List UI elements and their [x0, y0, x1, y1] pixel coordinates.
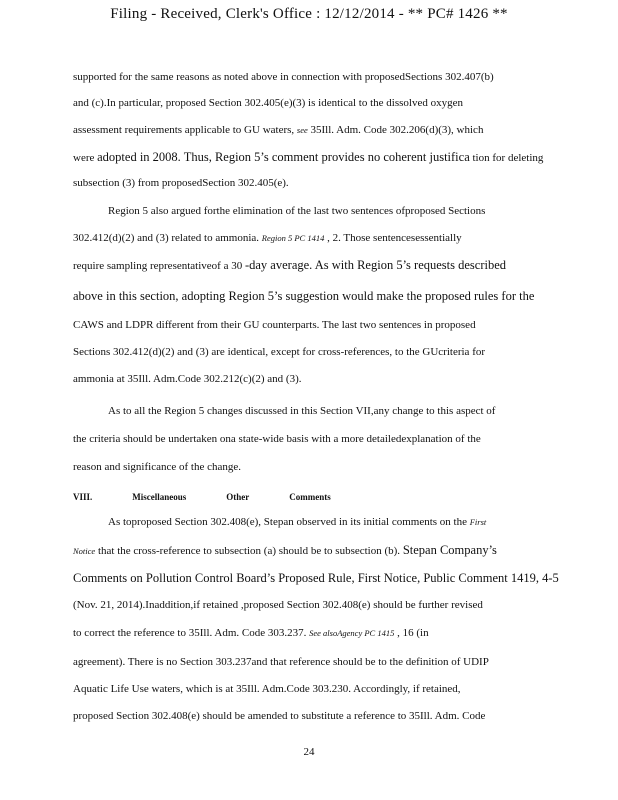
p4-line-5-cite: See alsoAgency PC 1415	[309, 628, 395, 638]
p2-line-3-a: require sampling representativeof a 30	[73, 260, 245, 272]
p4-line-5-b: , 16 (in	[394, 627, 429, 639]
p3-line-3: reason and significance of the change.	[73, 461, 241, 473]
p2-line-5: CAWS and LDPR different from their GU counterparts. The last two sentences in proposed	[73, 319, 476, 331]
section-word-3: Comments	[289, 492, 331, 502]
p1-line-4-a: were	[73, 152, 98, 164]
p4-line-2-a: that the cross-reference to subsection (a) should be to subsection (b).	[95, 545, 403, 557]
p4-line-6: agreement). There is no Section 303.237and that reference should be to the definition of UDIP	[73, 656, 489, 668]
p1-line-3	[73, 124, 531, 142]
section-heading	[73, 492, 331, 502]
section-word-2: Other	[226, 492, 250, 502]
p4-line-1-first: First	[469, 517, 487, 527]
p2-line-2-cite: Region 5 PC 1414	[261, 233, 325, 243]
p4-line-2	[73, 543, 531, 561]
p1-line-3-b: 35Ill. Adm. Code 302.206(d)(3), which	[307, 124, 484, 136]
p4-line-2-notice: Notice	[73, 546, 96, 556]
p1-line-1: supported for the same reasons as noted above in connection with proposedSections 302.407(b)	[73, 71, 494, 83]
p1-line-4-b: adopted in 2008. Thus, Region 5’s comment provides no coherent justifica	[97, 150, 470, 164]
section-number: VIII.	[73, 492, 93, 502]
p4-line-8: proposed Section 302.408(e) should be amended to substitute a reference to 35Ill. Adm. Code	[73, 710, 486, 722]
p4-line-7: Aquatic Life Use waters, which is at 35Ill. Adm.Code 303.230. Accordingly, if retained,	[73, 683, 461, 695]
filing-header: Filing - Received, Clerk's Office : 12/12/2014 - ** PC# 1426 **	[110, 6, 508, 22]
p3-line-2: the criteria should be undertaken ona state-wide basis with a more detailedexplanation of the	[73, 433, 481, 445]
p2-line-4: above in this section, adopting Region 5’s suggestion would make the proposed rules for the	[73, 289, 535, 303]
p2-line-1: Region 5 also argued forthe elimination of the last two sentences ofproposed Sections	[108, 205, 486, 217]
p4-line-4: (Nov. 21, 2014).Inaddition,if retained ,proposed Section 302.408(e) should be further revised	[73, 599, 483, 611]
p4-line-5	[73, 627, 531, 645]
p1-line-4-c: tion for deleting	[469, 152, 544, 164]
p1-line-2: and (c).In particular, proposed Section 302.405(e)(3) is identical to the dissolved oxygen	[73, 97, 463, 109]
p3-line-1: As to all the Region 5 changes discussed in this Section VII,any change to this aspect of	[108, 405, 496, 417]
p4-line-3: Comments on Pollution Control Board’s Proposed Rule, First Notice, Public Comment 1419, 4-5	[73, 571, 559, 585]
section-word-1: Miscellaneous	[132, 492, 187, 502]
p4-line-1-a: As toproposed Section 302.408(e), Stepan observed in its initial comments on the	[108, 516, 470, 528]
p4-line-2-b: Stepan Company’s	[402, 543, 497, 557]
p2-line-2-b: , 2. Those sentencesessentially	[324, 232, 462, 244]
p2-line-2-a: 302.412(d)(2) and (3) related to ammonia.	[73, 232, 262, 244]
p1-line-5: subsection (3) from proposedSection 302.405(e).	[73, 177, 289, 189]
p1-line-4	[73, 150, 544, 168]
p2-line-2	[73, 232, 531, 250]
p2-line-3	[73, 258, 531, 276]
p2-line-3-b: -day average. As with Region 5’s requests described	[244, 258, 507, 272]
page-number: 24	[303, 746, 315, 758]
p1-line-3-a: assessment requirements applicable to GU waters,	[73, 124, 297, 136]
p1-line-3-see: see	[296, 125, 308, 135]
p4-line-1	[108, 516, 531, 534]
p2-line-7: ammonia at 35Ill. Adm.Code 302.212(c)(2) and (3).	[73, 373, 302, 385]
p4-line-5-a: to correct the reference to 35Ill. Adm. Code 303.237.	[73, 627, 310, 639]
p2-line-6: Sections 302.412(d)(2) and (3) are identical, except for cross-references, to the GUcriteria for	[73, 346, 486, 358]
